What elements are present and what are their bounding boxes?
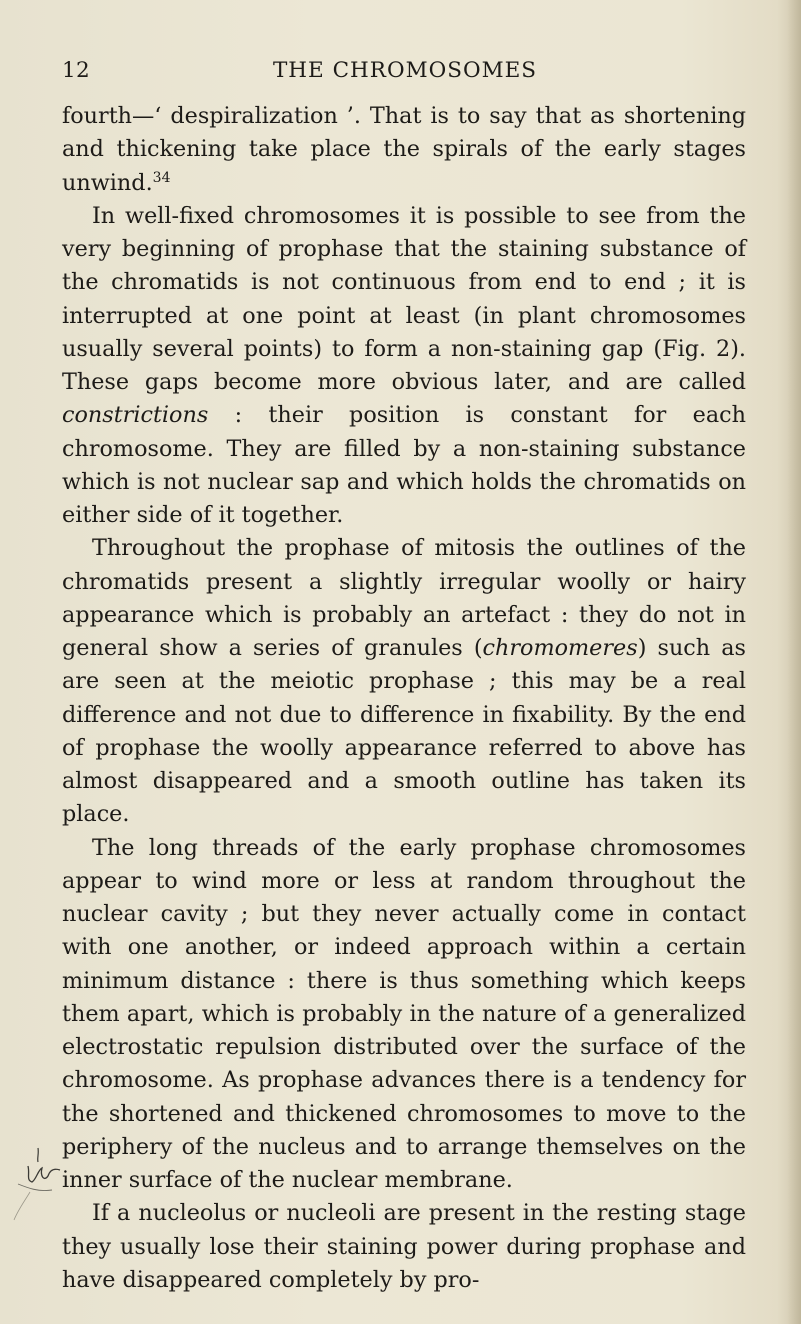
paragraph-5 bbox=[62, 1197, 746, 1297]
paragraph-2 bbox=[62, 200, 746, 533]
term-constrictions: constrictions bbox=[62, 402, 209, 429]
paragraph-2-text-a: In well-fixed chromosomes it is possible to see from the very beginning of prophase that the staining substance of the chromatids is not continuous from end to end ; it is interrupted at one point at least (in plant chromosomes usually several points) to form a non-staining gap (Fig. 2). These gaps become more obvious later, and are called bbox=[62, 202, 746, 395]
paragraph-4 bbox=[62, 832, 746, 1198]
paragraph-4-text: The long threads of the early prophase chromosomes appear to wind more or less at random throughout the nuclear cavity ; but they never actually come in contact with one another, or indeed approach within a certain minimum distance : there is thus something which keeps them apart, which is probably in the nature of a generalized electrostatic repulsion distributed over the surface of the chromosome. As prophase advances there is a tendency for the shortened and thickened chromosomes to move to the periphery of the nucleus and to arrange themselves on the inner surface of the nuclear membrane. bbox=[62, 834, 746, 1193]
footnote-reference: 34 bbox=[152, 169, 171, 186]
page-number: 12 bbox=[62, 58, 90, 83]
paragraph-3-text-a: Throughout the prophase of mitosis the outlines of the chromatids present a slightly irregular woolly or hairy appearance which is probably an artefact : they do not in general show a series of granules ( bbox=[62, 535, 746, 661]
paragraph-2-text-b: : their position is constant for each chromosome. They are filled by a non-staining substance which is not nuclear sap and which holds the chromatids on either side of it together. bbox=[62, 402, 746, 528]
running-title: THE CHROMOSOMES bbox=[272, 58, 538, 83]
term-chromomeres: chromomeres bbox=[482, 635, 638, 661]
paragraph-3 bbox=[62, 532, 746, 831]
paragraph-1-text: fourth—‘ despiralization ’. That is to say that as shortening and thickening take place the spirals of the early stages unwind. bbox=[62, 103, 746, 196]
page-header bbox=[62, 58, 748, 88]
body-text bbox=[62, 100, 746, 1297]
paragraph-3-text-b: ) such as are seen at the meiotic prophase ; this may be a real difference and not due to difference in fixability. By the end of prophase the woolly appearance referred to above has almost disappeared and a smooth outline has taken its place. bbox=[62, 635, 746, 828]
paragraph-5-text: If a nucleolus or nucleoli are present in the resting stage they usually lose their staining power during prophase and have disappeared completely by pro- bbox=[62, 1200, 746, 1293]
handwritten-mark bbox=[8, 1140, 68, 1240]
page-edge-shadow bbox=[787, 0, 801, 1324]
paragraph-1 bbox=[62, 100, 746, 200]
